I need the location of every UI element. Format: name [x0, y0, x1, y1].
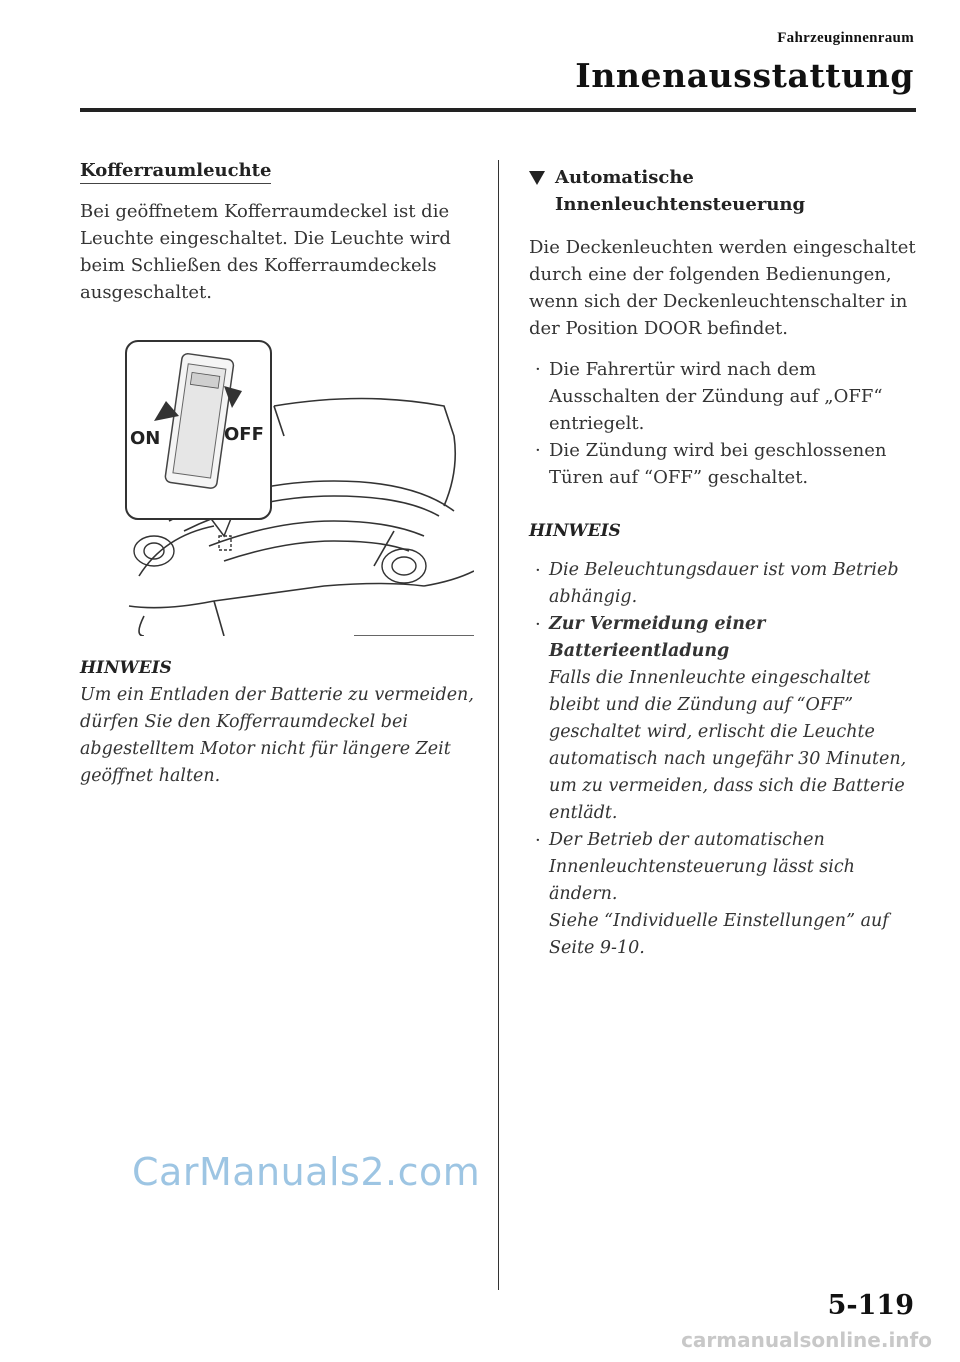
page-title: Innenausstattung: [575, 56, 914, 95]
note-item-title: Zur Vermeidung einer Batterieentladung: [549, 614, 766, 661]
list-item: [529, 827, 921, 962]
list-item: [529, 437, 921, 491]
note-text-left: Um ein Entladen der Batterie zu vermeiden, dürfen Sie den Kofferraumdeckel bei abgestelltem Motor nicht für längere Zeit geöffnet halten.: [80, 685, 474, 786]
note-item-reference: Siehe “Individuelle Einstellungen” auf Seite 9-10.: [549, 911, 889, 958]
note-list: [529, 557, 921, 962]
bullet-dot: ·: [535, 359, 541, 380]
section-heading-line2: Innenleuchtensteuerung: [555, 194, 806, 215]
note-heading-right: HINWEIS: [529, 521, 621, 541]
bullet-dot: ·: [535, 830, 541, 851]
right-column: [529, 160, 921, 962]
bullet-dot: ·: [535, 440, 541, 461]
label-on: ON: [130, 428, 161, 449]
column-divider: [498, 160, 499, 1290]
header-rule: [80, 108, 916, 112]
bullet-dot: ·: [535, 614, 541, 635]
section-heading-line1: Automatische: [555, 167, 694, 188]
note-item-text: Falls die Innenleuchte eingeschaltet bleibt und die Zündung auf “OFF” geschaltet wird, erlischt die Leuchte automatisch nach ungefähr 30 Minuten, um zu vermeiden, dass sich die Batterie entlädt.: [549, 668, 907, 823]
note-heading-left: HINWEIS: [80, 658, 172, 678]
triangle-down-icon: [529, 171, 545, 185]
note-item-text: Die Beleuchtungsdauer ist vom Betrieb abhängig.: [549, 560, 899, 607]
bullet-dot: ·: [535, 560, 541, 581]
header-section: Fahrzeuginnenraum: [777, 30, 914, 46]
trunk-light-figure: [124, 336, 474, 636]
section-heading: [529, 164, 921, 218]
trunk-light-paragraph: Bei geöffnetem Kofferraumdeckel ist die Leuchte eingeschaltet. Die Leuchte wird beim Schließen des Kofferraumdeckels ausgeschaltet.: [80, 201, 451, 303]
list-item: [529, 557, 921, 611]
bullet-text: Die Fahrertür wird nach dem Ausschalten der Zündung auf „OFF“ entriegelt.: [549, 359, 883, 434]
bullet-text: Die Zündung wird bei geschlossenen Türen auf “OFF” geschaltet.: [549, 440, 887, 488]
footer-url: carmanualsonline.info: [681, 1328, 932, 1352]
watermark: CarManuals2.com: [132, 1150, 481, 1194]
subheading-trunk-light: Kofferraumleuchte: [80, 160, 271, 184]
bullet-list: [529, 356, 921, 491]
note-item-text: Der Betrieb der automatischen Innenleuchtensteuerung lässt sich ändern.: [549, 830, 855, 904]
left-column: [80, 160, 480, 790]
page-number: 5-119: [827, 1290, 914, 1321]
label-off: OFF: [224, 424, 264, 445]
list-item: [529, 611, 921, 827]
trunk-illustration: [124, 336, 474, 636]
list-item: [529, 356, 921, 437]
auto-light-paragraph: Die Deckenleuchten werden eingeschaltet durch eine der folgenden Bedienungen, wenn sich der Deckenleuchtenschalter in der Position DOOR befindet.: [529, 237, 916, 339]
